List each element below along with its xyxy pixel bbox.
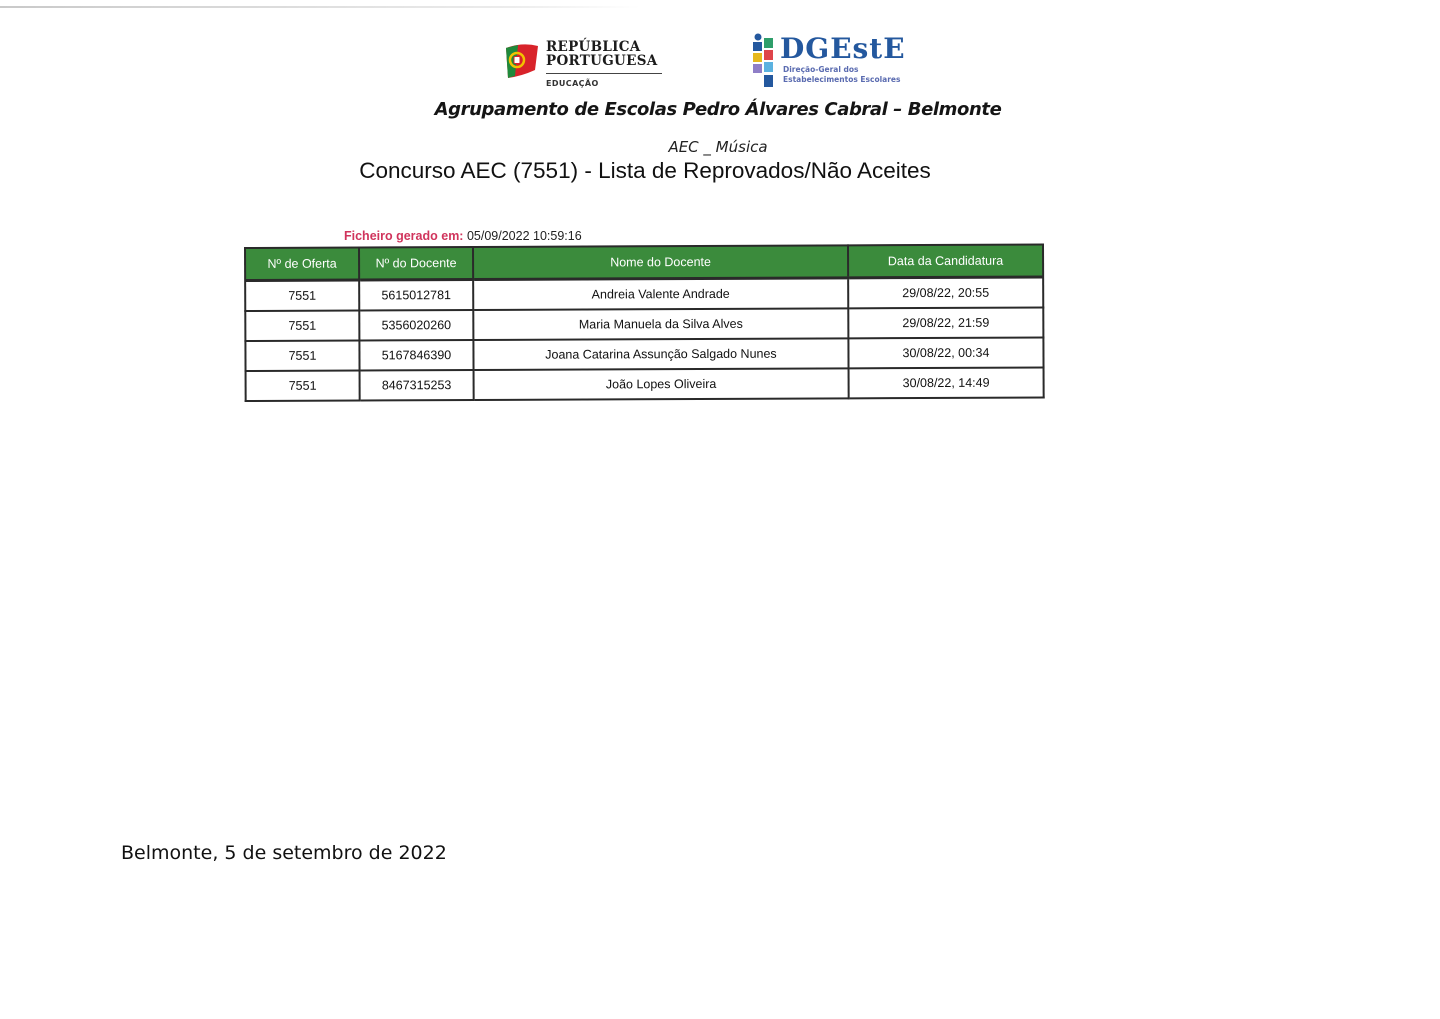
col-header-teacher-number: Nº do Docente	[359, 247, 473, 280]
cell-offer: 7551	[245, 310, 359, 340]
dgeste-logo	[752, 33, 932, 91]
logo-divider	[546, 73, 662, 74]
place-and-date: Belmonte, 5 de setembro de 2022	[121, 842, 447, 864]
portuguese-emblem-icon	[502, 40, 542, 80]
dgeste-name: DGEstE	[780, 32, 906, 65]
results-table	[244, 244, 1045, 402]
document-title: Concurso AEC (7551) - Lista de Reprovados/Não Aceites	[359, 158, 931, 183]
generated-value: 05/09/2022 10:59:16	[466, 229, 582, 243]
cell-offer: 7551	[245, 280, 359, 311]
table-row	[245, 338, 1043, 371]
col-header-offer: Nº de Oferta	[245, 247, 359, 280]
cell-application-date: 30/08/22, 14:49	[849, 368, 1044, 399]
cell-application-date: 29/08/22, 21:59	[848, 308, 1043, 339]
republica-line2: PORTUGUESA	[546, 53, 658, 69]
table-row	[245, 277, 1043, 311]
cell-teacher-number: 8467315253	[360, 370, 474, 400]
cell-application-date: 29/08/22, 20:55	[848, 277, 1043, 308]
cell-teacher-number: 5615012781	[359, 280, 473, 311]
school-name: Agrupamento de Escolas Pedro Álvares Cabral – Belmonte	[434, 99, 1002, 120]
scan-edge-line	[0, 6, 640, 8]
cell-teacher-number: 5167846390	[359, 340, 473, 370]
cell-offer: 7551	[246, 370, 360, 400]
generated-timestamp	[344, 229, 582, 243]
cell-teacher-number: 5356020260	[359, 310, 473, 340]
cell-offer: 7551	[245, 340, 359, 370]
ministry-label: EDUCAÇÃO	[546, 79, 599, 88]
col-header-teacher-name: Nome do Docente	[473, 245, 848, 279]
subject-label: AEC _ Música	[668, 138, 768, 156]
dgeste-blocks-icon	[752, 33, 778, 91]
republica-line1: REPÚBLICA	[546, 39, 641, 55]
cell-teacher-name: Joana Catarina Assunção Salgado Nunes	[473, 338, 848, 370]
table-header-row	[245, 245, 1043, 281]
cell-application-date: 30/08/22, 00:34	[848, 338, 1043, 369]
table-row	[245, 308, 1043, 341]
cell-teacher-name: Andreia Valente Andrade	[473, 278, 848, 310]
col-header-application-date: Data da Candidatura	[848, 245, 1043, 278]
cell-teacher-name: João Lopes Oliveira	[474, 368, 849, 400]
cell-teacher-name: Maria Manuela da Silva Alves	[473, 308, 848, 340]
table-row	[246, 368, 1044, 401]
dgeste-sub-line2: Estabelecimentos Escolares	[783, 75, 901, 84]
republica-portuguesa-logo	[500, 36, 670, 92]
dgeste-sub-line1: Direção-Geral dos	[783, 65, 859, 74]
generated-label: Ficheiro gerado em:	[344, 229, 464, 243]
results-table-wrapper	[244, 244, 1045, 402]
